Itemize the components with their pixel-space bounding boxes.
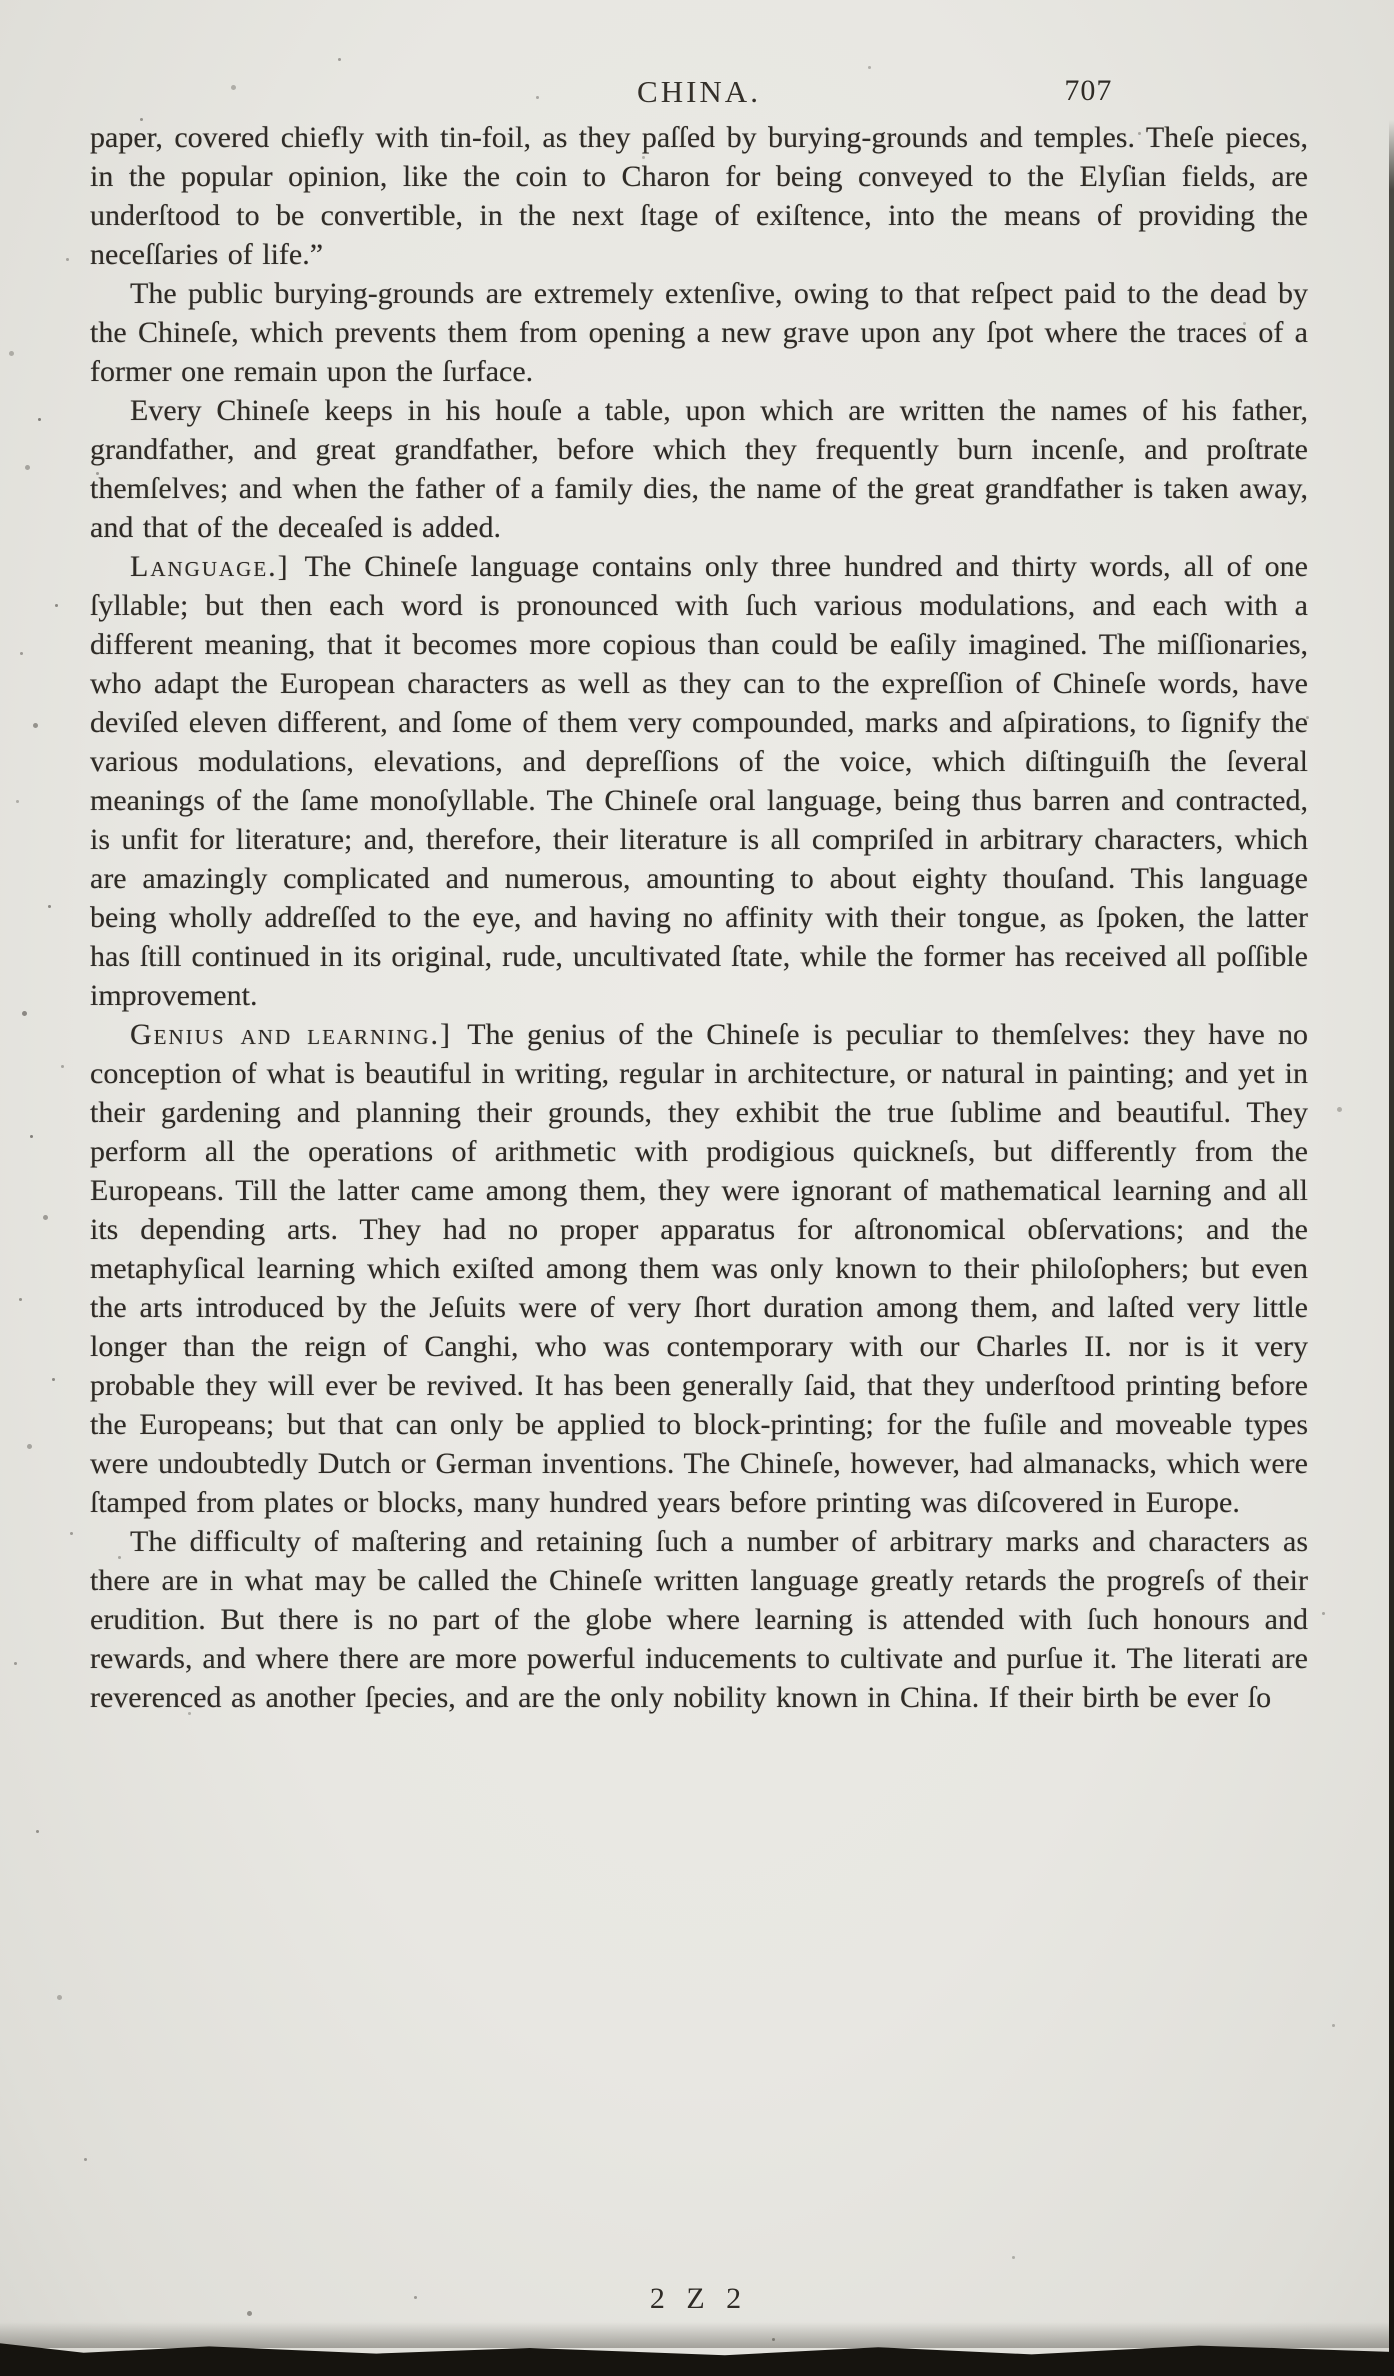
- paragraph: [90, 1522, 1308, 1717]
- page-text: [90, 118, 1308, 1717]
- paragraph: [90, 274, 1308, 391]
- scan-shadow-bottom: [0, 2322, 1394, 2348]
- page-header: [90, 74, 1308, 118]
- paragraph: [90, 118, 1308, 274]
- running-title: CHINA.: [637, 74, 761, 109]
- paragraph: [90, 391, 1308, 547]
- paragraph: [90, 547, 1308, 1015]
- scan-edge-bottom: [0, 2336, 1394, 2376]
- paragraph-text: The difficulty of maſtering and retaining ſuch a number of arbitrary marks and characters as there are in what may be called the Chineſe written language greatly retards the progreſs of their erudition. But there is no part of the globe where learning is attended with ſuch honours and rewards, and where there are more powerful inducements to cultivate and purſue it. The literati are reverenced as another ſpecies, and are the only nobility known in China. If their birth be ever ſo: [90, 1525, 1308, 1714]
- signature-mark: 2 Z 2: [649, 2282, 749, 2315]
- paragraph-text: paper, covered chiefly with tin-foil, as they paſſed by burying-grounds and temples. Theſe pieces, in the popular opinion, like the coin to Charon for being conveyed to the Elyſian fields, are underſtood to be convertible, in the next ſtage of exiſtence, into the means of providing the neceſſaries of life.”: [90, 121, 1308, 271]
- paragraph-text: The Chineſe language contains only three hundred and thirty words, all of one ſyllable; but then each word is pronounced with ſuch various modulations, and each with a different meaning, that it becomes more copious than could be eaſily imagined. The miſſionaries, who adapt the European characters as well as they can to the expreſſion of Chineſe words, have deviſed eleven different, and ſome of them very compounded, marks and aſpirations, to ſignify the various modulations, elevations, and depreſſions of the voice, which diſtinguiſh the ſeveral meanings of the ſame monoſyllable. The Chineſe oral language, being thus barren and contracted, is unfit for literature; and, therefore, their literature is all compriſed in arbitrary characters, which are amazingly complicated and numerous, amounting to about eighty thouſand. This language being wholly addreſſed to the eye, and having no affinity with their tongue, as ſpoken, the latter has ſtill continued in its original, rude, uncultivated ſtate, while the former has received all poſſible improvement.: [90, 550, 1308, 1012]
- paragraph-text: The genius of the Chineſe is peculiar to themſelves: they have no conception of what is beautiful in writing, regular in architecture, or natural in painting; and yet in their gardening and planning their grounds, they exhibit the true ſublime and beautiful. They perform all the operations of arithmetic with prodigious quickneſs, but differently from the Europeans. Till the latter came among them, they were ignorant of mathematical learning and all its depending arts. They had no proper apparatus for aſtronomical obſervations; and the metaphyſical learning which exiſted among them was only known to their philoſophers; but even the arts introduced by the Jeſuits were of very ſhort duration among them, and laſted very little longer than the reign of Canghi, who was contemporary with our Charles II. nor is it very probable they will ever be revived. It has been generally ſaid, that they underſtood printing before the Europeans; but that can only be applied to block-printing; for the fuſile and moveable types were undoubtedly Dutch or German inventions. The Chineſe, however, had almanacks, which were ſtamped from plates or blocks, many hundred years before printing was diſcovered in Europe.: [90, 1018, 1308, 1519]
- section-heading: Language.]: [130, 550, 305, 583]
- paragraph-text: The public burying-grounds are extremely extenſive, owing to that reſpect paid to the dead by the Chineſe, which prevents them from opening a new grave upon any ſpot where the traces of a former one remain upon the ſurface.: [90, 277, 1308, 388]
- section-heading: Genius and learning.]: [130, 1018, 468, 1051]
- paragraph: [90, 1015, 1308, 1522]
- paragraph-text: Every Chineſe keeps in his houſe a table, upon which are written the names of his father, grandfather, and great grandfather, before which they frequently burn incenſe, and proſtrate themſelves; and when the father of a family dies, the name of the great grandfather is taken away, and that of the deceaſed is added.: [90, 394, 1308, 544]
- scan-edge-right: [1389, 120, 1394, 2376]
- page-number: 707: [1064, 74, 1113, 107]
- paper-speckles: [0, 0, 3, 3]
